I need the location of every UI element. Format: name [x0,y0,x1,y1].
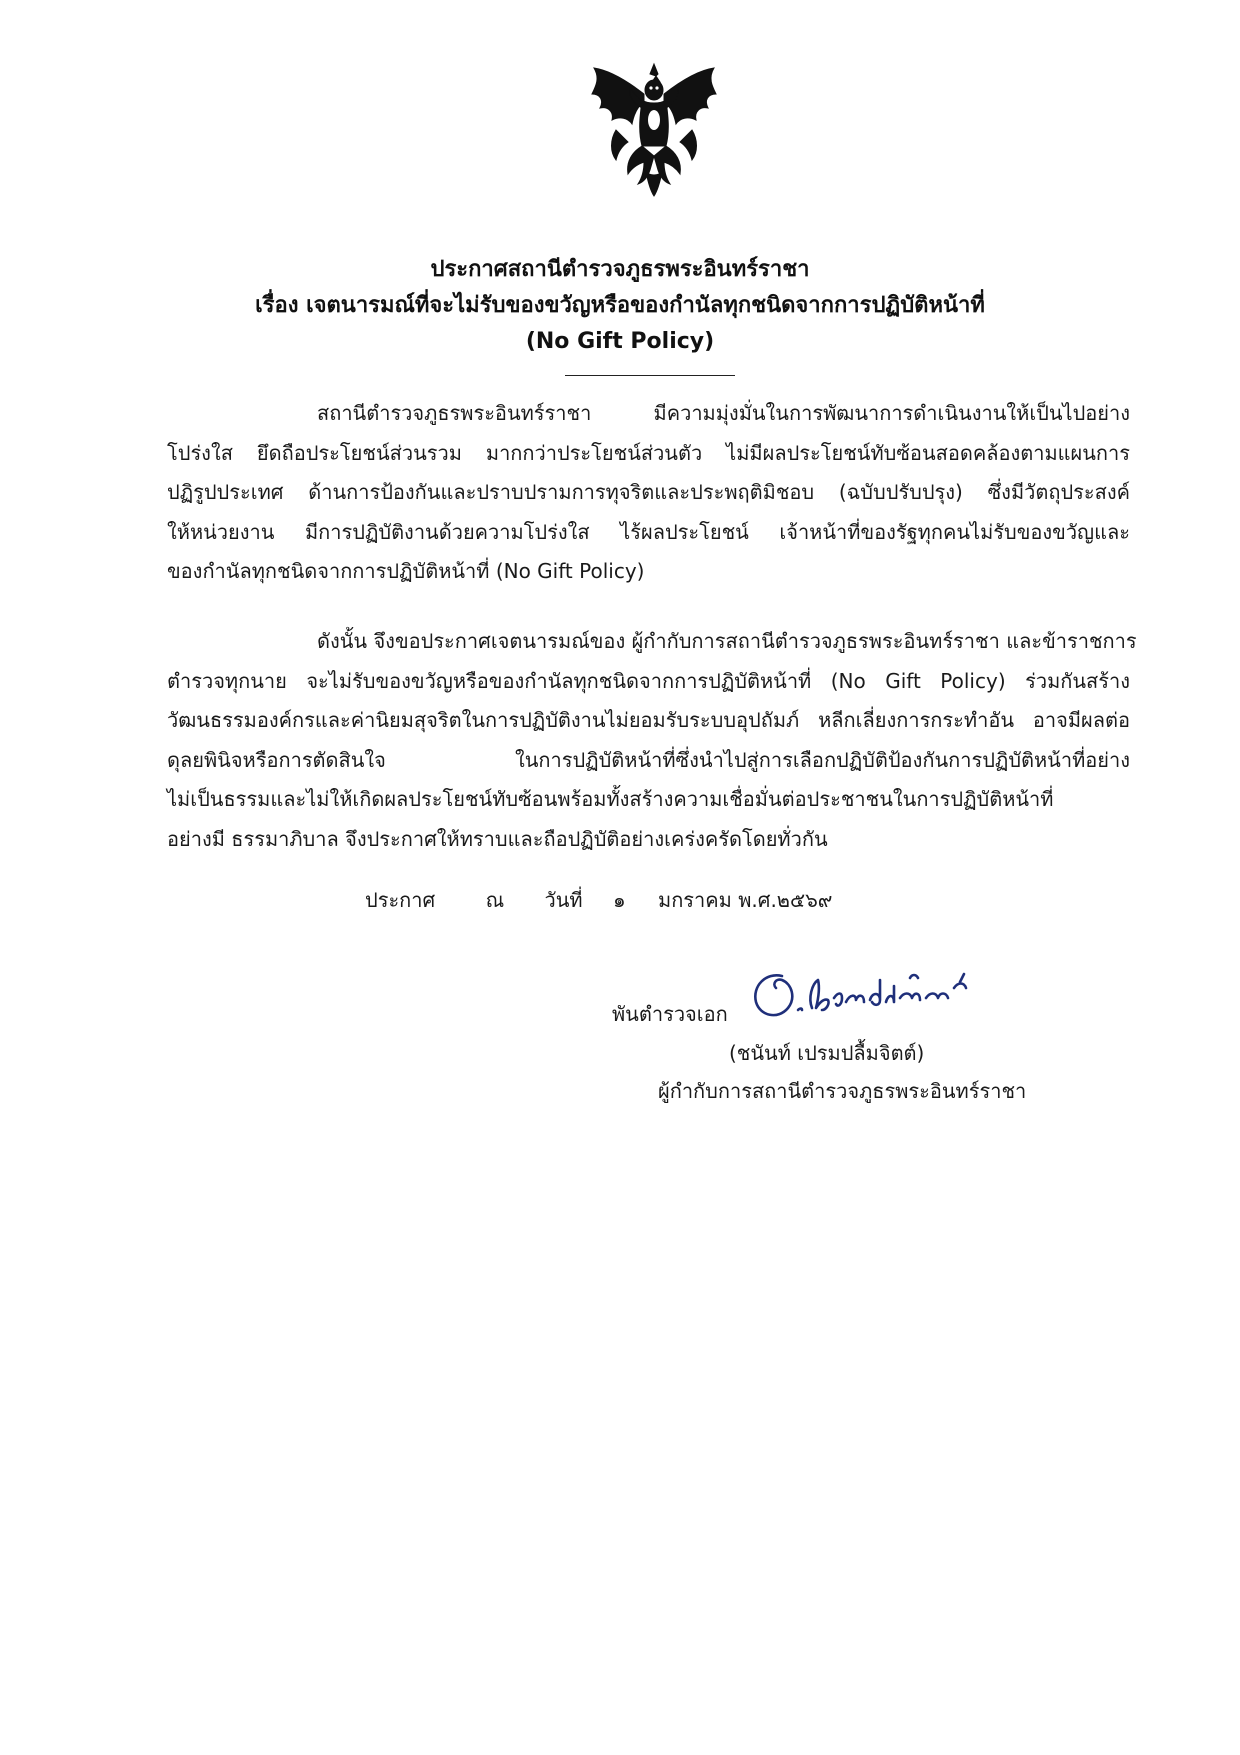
body-paragraph-1 [167,394,1130,592]
announcement-heading: ประกาศสถานีตำรวจภูธรพระอินทร์ราชา [430,257,810,282]
paragraph-line: ให้หน่วยงาน มีการปฏิบัติงานด้วยความโปร่งใส ไร้ผลประโยชน์ เจ้าหน้าที่ของรัฐทุกคนไม่รับของขวัญและ [167,519,1130,544]
paragraph-line: ปฏิรูปประเทศ ด้านการป้องกันและปราบปรามการทุจริตและประพฤติมิชอบ (ฉบับปรับปรุง) ซึ่งมีวัตถุประสงค์ [167,480,1130,504]
signer-position: ผู้กำกับการสถานีตำรวจภูธรพระอินทร์ราชา [658,1079,1027,1103]
body-paragraph-2 [167,622,1137,859]
handwritten-signature [742,958,987,1028]
paragraph-line: ของกำนัลทุกชนิดจากการปฏิบัติหน้าที่ (No Gift Policy) [167,559,645,583]
signer-rank: พันตำรวจเอก [612,1002,728,1026]
date-at: ณ [485,888,505,912]
paragraph-line: ตำรวจทุกนาย จะไม่รับของขวัญหรือของกำนัลทุกชนิดจากการปฏิบัติหน้าที่ (No Gift Policy) ร่วมกันสร้าง [167,668,1130,693]
signer-name: (ชนันท์ เปรมปลื้มจิตต์) [729,1041,925,1065]
paragraph-line: อย่างมี ธรรมาภิบาล จึงประกาศให้ทราบและถือปฏิบัติอย่างเคร่งครัดโดยทั่วกัน [167,826,828,851]
date-prefix: ประกาศ [365,888,436,912]
announcement-subject: เรื่อง เจตนารมณ์ที่จะไม่รับของขวัญหรือของกำนัลทุกชนิดจากการปฏิบัติหน้าที่ [255,293,985,318]
policy-name: (No Gift Policy) [525,329,715,354]
announcement-date [365,882,832,918]
paragraph-line: ดุลยพินิจหรือการตัดสินใจ ในการปฏิบัติหน้าที่ซึ่งนำไปสู่การเลือกปฏิบัติป้องกันการปฏิบัติหน้าที่อย่าง [167,747,1130,772]
paragraph-line: สถานีตำรวจภูธรพระอินทร์ราชา มีความมุ่งมั่นในการพัฒนาการดำเนินงานให้เป็นไปอย่าง [317,401,1130,425]
paragraph-line: ดังนั้น จึงขอประกาศเจตนารมณ์ของ ผู้กำกับการสถานีตำรวจภูธรพระอินทร์ราชา และข้าราชการ [317,629,1137,653]
date-month-year: มกราคม พ.ศ.๒๕๖๙ [658,888,833,912]
paragraph-line: ไม่เป็นธรรมและไม่ให้เกิดผลประโยชน์ทับซ้อนพร้อมทั้งสร้างความเชื่อมั่นต่อประชาชนในการปฏิบัติหน้าที่ [167,787,1054,811]
paragraph-line: วัฒนธรรมองค์กรและค่านิยมสุจริตในการปฏิบัติงานไม่ยอมรับระบบอุปถัมภ์ หลีกเลี่ยงการกระทำอัน อาจมีผลต่อ [167,708,1130,732]
date-day-label: วันที่ [544,888,583,912]
date-day: ๑ [612,888,626,912]
heading-divider [565,375,735,376]
paragraph-line: โปร่งใส ยึดถือประโยชน์ส่วนรวม มากกว่าประโยชน์ส่วนตัว ไม่มีผลประโยชน์ทับซ้อนสอดคล้องตามแผนการ [167,440,1130,465]
garuda-emblem-icon [586,60,722,198]
